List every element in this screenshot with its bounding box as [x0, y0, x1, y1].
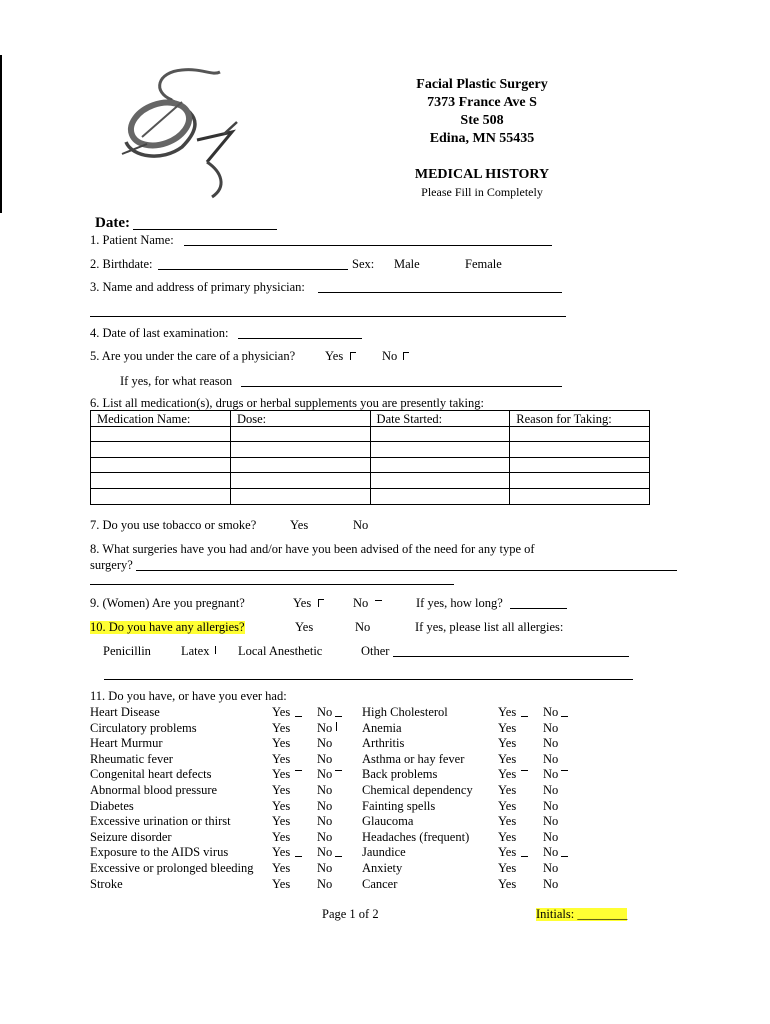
condition-label: Anemia [362, 720, 402, 735]
condition-yes-option[interactable]: Yes [498, 861, 517, 875]
condition-label: Chemical dependency [362, 783, 473, 797]
table-row[interactable] [91, 473, 650, 489]
condition-label: Headaches (frequent) [362, 829, 470, 844]
condition-no-option[interactable]: No [317, 876, 333, 891]
condition-no-option[interactable]: No [317, 798, 333, 813]
allergy-local-option[interactable]: Local Anesthetic [238, 644, 323, 658]
allergy-latex-option[interactable]: Latex [181, 644, 210, 658]
yes-checkbox-mark[interactable] [521, 770, 528, 771]
clinic-name: Facial Plastic Surgery [416, 77, 548, 92]
no-checkbox-mark[interactable] [335, 856, 342, 857]
condition-yes-option[interactable]: Yes [272, 814, 291, 829]
q6-label: 6. List all medication(s), drugs or herbal supplements you are presently taking: [90, 396, 485, 410]
q5-yes-option[interactable]: Yes [325, 349, 344, 363]
physician-field-2[interactable] [90, 316, 566, 317]
table-header-row [91, 411, 650, 427]
condition-no-option[interactable]: No [543, 736, 559, 751]
condition-no-option[interactable]: No [317, 783, 333, 797]
condition-no-option[interactable]: No [543, 767, 559, 782]
condition-label: Diabetes [90, 798, 134, 813]
condition-label: Cancer [362, 876, 398, 891]
condition-label: Glaucoma [362, 814, 414, 829]
patient-name-field[interactable] [184, 245, 552, 246]
condition-yes-option[interactable]: Yes [272, 751, 291, 766]
date-field[interactable] [133, 229, 277, 230]
clinic-logo [112, 62, 262, 202]
condition-yes-option[interactable]: Yes [498, 767, 517, 782]
sex-label: Sex: [352, 257, 375, 271]
condition-label: Excessive or prolonged bleeding [90, 861, 254, 875]
condition-yes-option[interactable]: Yes [498, 814, 517, 829]
q5-reason-field[interactable] [241, 386, 562, 387]
med-dose-header: Dose: [230, 411, 370, 427]
condition-yes-option[interactable]: Yes [498, 751, 517, 766]
q10-follow-label: If yes, please list all allergies: [415, 620, 564, 634]
condition-no-option[interactable]: No [317, 845, 333, 860]
condition-yes-option[interactable]: Yes [498, 829, 517, 844]
condition-yes-option[interactable]: Yes [498, 705, 517, 719]
condition-yes-option[interactable]: Yes [272, 736, 291, 751]
surgeries-field-1[interactable] [136, 570, 677, 571]
condition-label: Stroke [90, 876, 123, 891]
condition-label: Arthritis [362, 736, 405, 751]
sex-female-option[interactable]: Female [465, 257, 502, 271]
condition-label: Back problems [362, 767, 438, 782]
surgeries-field-2[interactable] [90, 584, 454, 585]
condition-no-option[interactable]: No [317, 767, 333, 782]
condition-no-option[interactable]: No [543, 814, 559, 829]
condition-no-option[interactable]: No [317, 829, 333, 844]
table-row[interactable] [91, 442, 650, 458]
med-date-header: Date Started: [370, 411, 510, 427]
yes-checkbox-mark[interactable] [521, 856, 528, 857]
condition-label: Rheumatic fever [90, 751, 173, 766]
allergy-other-option[interactable]: Other [361, 644, 390, 658]
condition-yes-option[interactable]: Yes [272, 861, 291, 875]
table-row[interactable] [91, 488, 650, 504]
q5-yes-checkbox[interactable] [350, 352, 356, 360]
condition-yes-option[interactable]: Yes [272, 829, 291, 844]
condition-no-option[interactable]: No [543, 829, 559, 844]
yes-checkbox-mark[interactable] [295, 770, 302, 771]
table-row[interactable] [91, 426, 650, 442]
condition-yes-option[interactable]: Yes [498, 798, 517, 813]
no-checkbox-mark[interactable] [335, 770, 342, 771]
form-subtitle: Please Fill in Completely [421, 185, 543, 199]
q10-yes-option[interactable]: Yes [295, 620, 314, 634]
med-name-header: Medication Name: [91, 411, 231, 427]
condition-no-option[interactable]: No [543, 798, 559, 813]
condition-yes-option[interactable]: Yes [498, 783, 517, 797]
condition-no-option[interactable]: No [317, 751, 333, 766]
condition-yes-option[interactable]: Yes [272, 767, 291, 782]
clinic-address-1: 7373 France Ave S [427, 95, 537, 110]
yes-checkbox-mark[interactable] [521, 716, 528, 717]
q11-label: 11. Do you have, or have you ever had: [90, 689, 287, 703]
q9-no-option[interactable]: No [353, 596, 369, 610]
q5-no-option[interactable]: No [382, 349, 398, 363]
q9-yes-option[interactable]: Yes [293, 596, 312, 610]
condition-no-option[interactable]: No [543, 705, 559, 719]
condition-yes-option[interactable]: Yes [272, 876, 291, 891]
condition-no-option[interactable]: No [543, 751, 559, 766]
q7-yes-option[interactable]: Yes [290, 518, 309, 532]
condition-no-option[interactable]: No [317, 861, 333, 875]
condition-yes-option[interactable]: Yes [498, 736, 517, 751]
q10-no-option[interactable]: No [355, 620, 371, 634]
form-title: MEDICAL HISTORY [414, 167, 550, 182]
no-checkbox-mark[interactable] [335, 716, 342, 717]
condition-label: Circulatory problems [90, 720, 197, 735]
condition-label: Seizure disorder [90, 829, 172, 844]
condition-label: Fainting spells [362, 798, 436, 813]
page-edge-rule [0, 55, 2, 213]
condition-no-option[interactable]: No [317, 705, 333, 719]
clinic-address-2: Ste 508 [460, 113, 504, 128]
allergy-other-field[interactable] [393, 656, 629, 657]
condition-label: Excessive urination or thirst [90, 814, 231, 829]
q4-label: 4. Date of last examination: [90, 326, 229, 340]
date-label: Date: [95, 215, 130, 231]
q2-label: 2. Birthdate: [90, 257, 153, 271]
condition-no-option[interactable]: No [543, 876, 559, 891]
birthdate-field[interactable] [158, 269, 348, 270]
q1-label: 1. Patient Name: [90, 233, 174, 247]
medication-table [90, 410, 650, 505]
condition-yes-option[interactable]: Yes [272, 705, 291, 719]
q7-no-option[interactable]: No [353, 518, 369, 532]
condition-no-option[interactable]: No [317, 736, 333, 751]
condition-no-option[interactable]: No [543, 861, 559, 875]
no-checkbox-mark[interactable] [561, 770, 568, 771]
q9-yes-checkbox[interactable] [318, 599, 324, 607]
condition-yes-option[interactable]: Yes [272, 783, 291, 797]
q5-follow-label: If yes, for what reason [120, 374, 233, 388]
table-row[interactable] [91, 457, 650, 473]
q9-label: 9. (Women) Are you pregnant? [90, 596, 245, 610]
condition-label: Abnormal blood pressure [90, 783, 218, 797]
condition-yes-option[interactable]: Yes [498, 876, 517, 891]
condition-label: Jaundice [362, 845, 406, 860]
initials-field[interactable]: Initials: ________ [536, 907, 628, 921]
page-number: Page 1 of 2 [322, 907, 379, 921]
last-exam-field[interactable] [238, 338, 362, 339]
condition-no-option[interactable]: No [543, 845, 559, 860]
condition-label: Asthma or hay fever [362, 751, 465, 766]
physician-field-1[interactable] [318, 292, 562, 293]
condition-no-option[interactable]: No [543, 720, 559, 735]
q3-label: 3. Name and address of primary physician: [90, 280, 305, 294]
condition-label: Congenital heart defects [90, 767, 212, 782]
condition-label: Heart Murmur [90, 736, 163, 751]
q9-follow-label: If yes, how long? [416, 596, 503, 610]
sex-male-option[interactable]: Male [394, 257, 420, 271]
condition-yes-option[interactable]: Yes [498, 845, 517, 860]
condition-label: Heart Disease [90, 705, 160, 719]
yes-checkbox-mark[interactable] [295, 856, 302, 857]
q7-label: 7. Do you use tobacco or smoke? [90, 518, 257, 532]
yes-checkbox-mark[interactable] [295, 716, 302, 717]
q9-no-checkbox[interactable] [375, 600, 382, 601]
pregnancy-duration-field[interactable] [510, 608, 567, 609]
clinic-city: Edina, MN 55435 [429, 131, 535, 146]
condition-yes-option[interactable]: Yes [272, 720, 291, 735]
condition-label: Anxiety [362, 861, 403, 875]
condition-label: High Cholesterol [362, 705, 448, 719]
allergy-list-field[interactable] [104, 679, 633, 680]
no-checkbox-mark[interactable] [336, 722, 337, 731]
condition-no-option[interactable]: No [317, 720, 333, 735]
q5-no-checkbox[interactable] [403, 352, 409, 360]
condition-yes-option[interactable]: Yes [272, 845, 291, 860]
condition-no-option[interactable]: No [317, 814, 333, 829]
q10-label: 10. Do you have any allergies? [90, 620, 245, 634]
q5-label: 5. Are you under the care of a physician? [90, 349, 296, 363]
med-reason-header: Reason for Taking: [510, 411, 650, 427]
condition-yes-option[interactable]: Yes [498, 720, 517, 735]
q8-label-1: 8. What surgeries have you had and/or have you been advised of the need for any type of [90, 542, 535, 556]
no-checkbox-mark[interactable] [561, 716, 568, 717]
no-checkbox-mark[interactable] [561, 856, 568, 857]
allergy-penicillin-option[interactable]: Penicillin [103, 644, 151, 658]
condition-no-option[interactable]: No [543, 783, 559, 797]
condition-yes-option[interactable]: Yes [272, 798, 291, 813]
q8-label-2: surgery? [90, 558, 133, 572]
latex-checkbox[interactable] [215, 646, 216, 654]
condition-label: Exposure to the AIDS virus [90, 845, 229, 860]
